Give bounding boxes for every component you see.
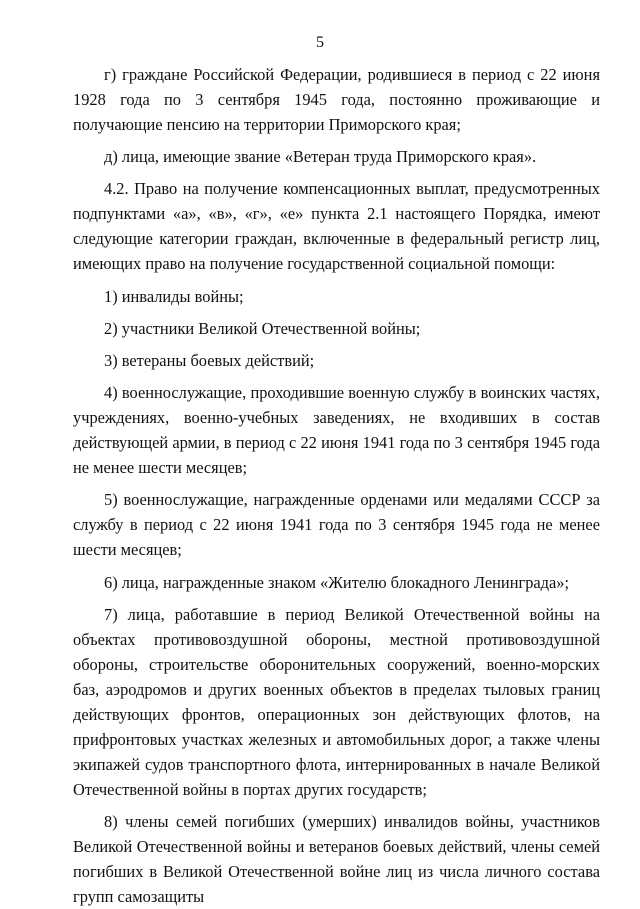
list-item-4-servicemen-rear-units: 4) военнослужащие, проходившие военную службу в воинских частях, учреждениях, военно-учебных заведениях, не входивших в состав действующей армии, в период с 22 июня 1941 года по 3 сентября 1945 года не менее шести месяцев; <box>73 383 600 478</box>
paragraph-d-labor-veterans: д) лица, имеющие звание «Ветеран труда Приморского края». <box>104 147 537 167</box>
list-item-8-family-members: 8) члены семей погибших (умерших) инвалидов войны, участников Великой Отечественной войны и ветеранов боевых действий, члены семей погибших в Великой Отечественной войне лиц из числа личного состава групп самозащиты <box>73 811 600 906</box>
document-body <box>73 62 600 909</box>
list-item-1-war-invalids: 1) инвалиды войны; <box>104 286 244 306</box>
list-item-2-war-participants: 2) участники Великой Отечественной войны; <box>104 318 421 338</box>
paragraph-g-citizens-born-1928-1945: г) граждане Российской Федерации, родившиеся в период с 22 июня 1928 года по 3 сентября 1945 года, постоянно проживающие и получающие пенсию на территории Приморского края; <box>73 65 600 134</box>
list-item-3-combat-veterans: 3) ветераны боевых действий; <box>104 350 315 370</box>
paragraph-4-2-compensation-right: 4.2. Право на получение компенсационных выплат, предусмотренных подпунктами «а», «в», «г», «е» пункта 2.1 настоящего Порядка, имеют следующие категории граждан, включенные в федеральный регистр лиц, имеющих право на получение государственной социальной помощи: <box>73 179 600 274</box>
list-item-5-awarded-servicemen: 5) военнослужащие, награжденные орденами или медалями СССР за службу в период с 22 июня 1941 года по 3 сентября 1945 года не менее шести месяцев; <box>73 490 600 560</box>
list-item-6-leningrad-blockade: 6) лица, награжденные знаком «Жителю блокадного Ленинграда»; <box>104 572 570 592</box>
list-item-7-defense-workers: 7) лица, работавшие в период Великой Отечественной войны на объектах противовоздушной обороны, местной противовоздушной обороны, строительстве оборонительных сооружений, военно-морских баз, аэродромов и других военных объектов в пределах тыловых границ действующих фронтов, операционных зон действующих флотов, на прифронтовых участках железных и автомобильных дорог, а также члены экипажей судов транспортного флота, интернированных в начале Великой Отечественной войны в портах других государств; <box>73 604 600 799</box>
page-number: 5 <box>316 34 324 51</box>
